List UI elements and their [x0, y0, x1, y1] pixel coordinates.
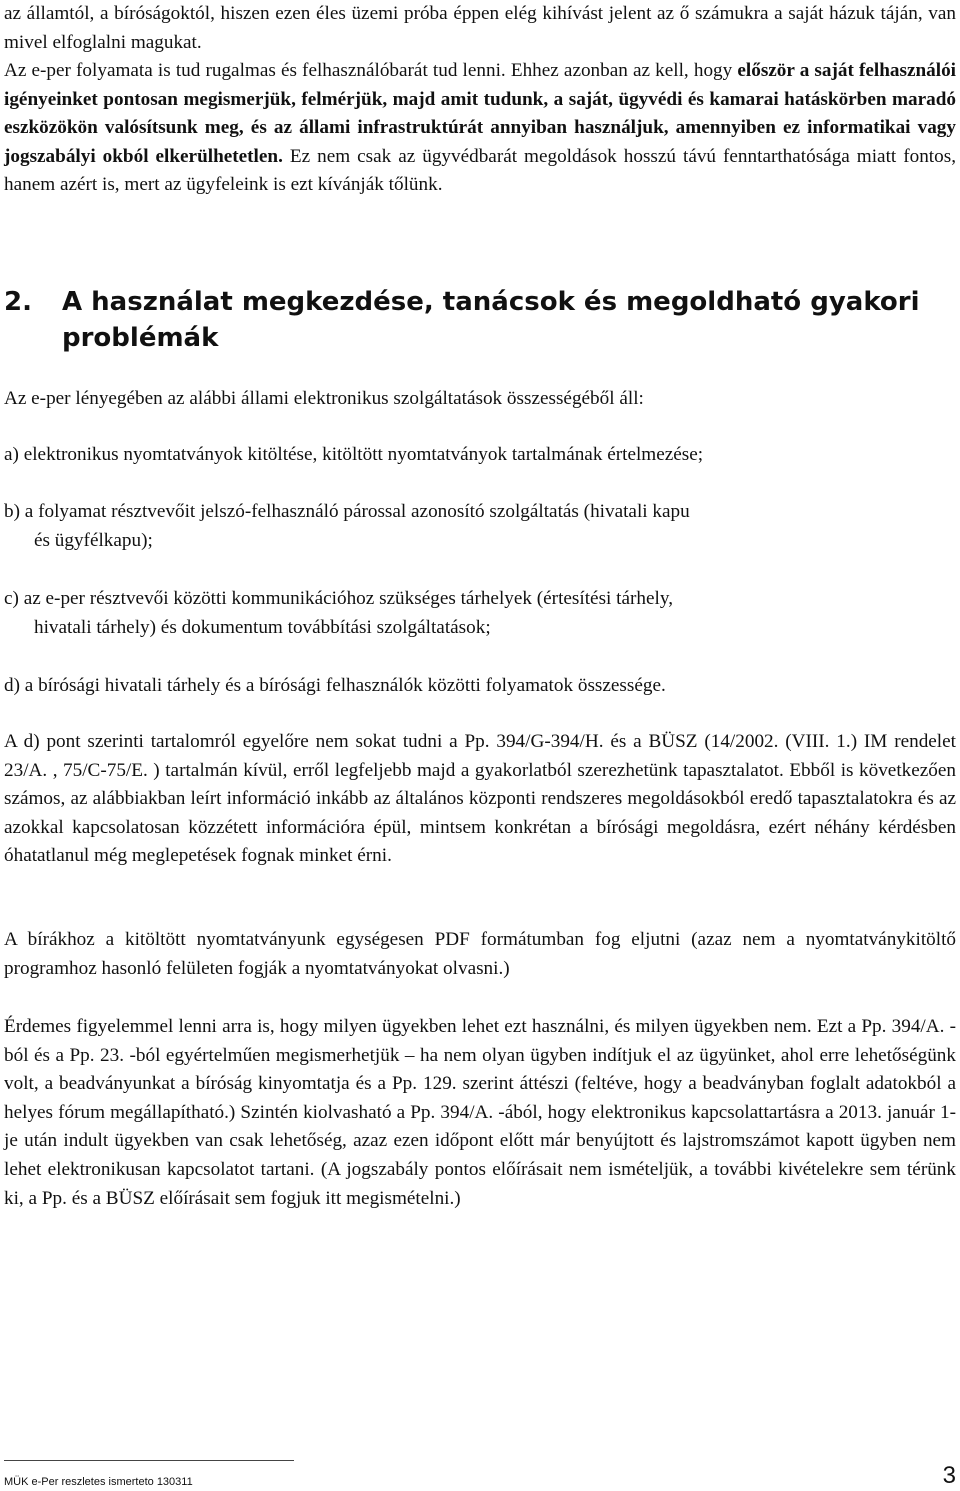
list-item-d: d) a bírósági hivatali tárhely és a bírósági felhasználók közötti folyamatok összessége.	[4, 675, 666, 696]
list-item-c: c) az e-per résztvevői közötti kommunikációhoz szükséges tárhelyek (értesítési tárhely, hivatali tárhely) és dokumentum továbbítási szolgáltatások;	[4, 588, 673, 638]
footer-divider	[4, 1460, 294, 1461]
paragraph-d-point: A d) pont szerinti tartalomról egyelőre nem sokat tudni a Pp. 394/G-394/H. és a BÜSZ (14/2002. (VIII. 1.) IM rendelet 23/A. , 75/C-75/E. ) tartalmán kívül, erről legfeljebb majd a gyakorlatból szerezhetünk tapasztalatot. Ebből is következően számos, az alábbiakban leírt információ inkább az általános központi rendszeres megoldásokból eredő tapasztalatokra és az azokkal kapcsolatosan közzétett információra épül, mintsem konkrétan a bírósági megoldásra, ezért néhány kérdésben óhatatlanul még meglepetések fognak minket érni.	[4, 731, 956, 867]
page-number: 3	[942, 1462, 956, 1489]
intro-bold-text: először a saját felhasználói igényeinket pontosan megismerjük, felmérjük, majd amit tudunk, a saját, ügyvédi és kamarai hatáskörben maradó eszközökön valósítsunk meg, és az állami infrastruktúrát annyiban használjuk, amennyiben ez informatikai vagy jogszabályi okból elkerülhetetlen.	[4, 60, 956, 167]
paragraph-intro	[4, 57, 956, 200]
list-lead: Az e-per lényegében az alábbi állami elektronikus szolgáltatások összességéből áll:	[4, 388, 644, 409]
section-heading	[4, 284, 956, 356]
footer-text: MÜK e-Per reszletes ismerteto 130311	[4, 1476, 193, 1488]
intro-tail-text: Ez nem csak az ügyvédbarát megoldások hosszú távú fenntarthatósága miatt fontos, hanem azért is, mert az ügyfeleink is ezt kívánják tőlünk.	[4, 145, 956, 196]
list-item-a: a) elektronikus nyomtatványok kitöltése, kitöltött nyomtatványok tartalmának értelmezése;	[4, 444, 704, 465]
section-title-line1: A használat megkezdése, tanácsok és megoldható gyakori	[62, 287, 920, 317]
list-item-b: b) a folyamat résztvevőit jelszó-felhasználó párossal azonosító szolgáltatás (hivatali kapu és ügyfélkapu);	[4, 501, 690, 551]
paragraph-pdf: A bírákhoz a kitöltött nyomtatványunk egységesen PDF formátumban fog eljutni (azaz nem a nyomtatványkitöltő programhoz hasonló felületen fogják a nyomtatványokat olvasni.)	[4, 929, 956, 979]
paragraph-continuation: az államtól, a bíróságoktól, hiszen ezen éles üzemi próba éppen elég kihívást jelent az ő számukra a saját házuk táján, van mivel elfoglalni magukat.	[4, 3, 956, 53]
section-number: 2.	[4, 287, 32, 317]
section-title-line2: problémák	[62, 323, 219, 353]
intro-plain-text: Az e-per folyamata is tud rugalmas és felhasználóbarát tud lenni. Ehhez azonban az kell, hogy	[4, 60, 738, 81]
paragraph-erdemes: Érdemes figyelemmel lenni arra is, hogy milyen ügyekben lehet ezt használni, és milyen ügyekben nem. Ezt a Pp. 394/A. -ból és a Pp. 23. -ból egyértelműen megismerhetjük – ha nem olyan ügyben indítjuk el az ügyünket, ahol erre lehetőségünk volt, a beadványunkat a bíróság kinyomtatja és a Pp. 129. szerint áttészi (feltéve, hogy a beadványban foglalt adatokból a helyes fórum megállapítható.) Szintén kiolvasható a Pp. 394/A. -ából, hogy elektronikus kapcsolattartásra a 2013. január 1-je után indult ügyekben van csak lehetőség, azaz ezen időpont előtt már benyújtott és lajstromszámot kapott ügyben nem lehet elektronikusan kapcsolatot tartani. (A jogszabály pontos előírásait nem ismételjük, a további kivételekre sem térünk ki, a Pp. és a BÜSZ előírásait sem fogjuk itt megismételni.)	[4, 1016, 956, 1209]
